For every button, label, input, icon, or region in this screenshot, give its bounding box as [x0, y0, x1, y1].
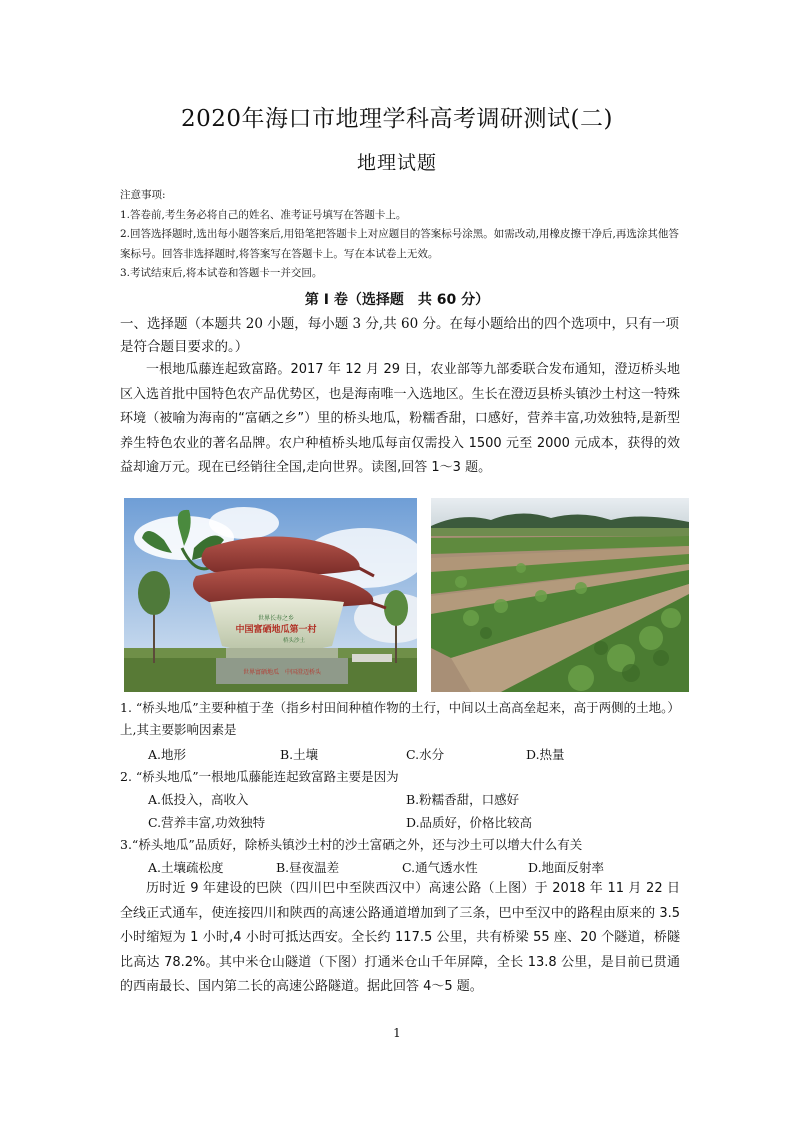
page-title: 2020年海口市地理学科高考调研测试(二): [181, 106, 613, 132]
option-c: C.水分: [406, 747, 445, 762]
note-item: 3.考试结束后,将本试卷和答题卡一并交回。: [120, 267, 323, 279]
option-a: A.地形: [148, 747, 187, 762]
section-intro: 一、选择题（本题共 20 小题，每小题 3 分,共 60 分。在每小题给出的四个选项中，只有一项是符合题目要求的。）: [120, 316, 679, 355]
field-photo: [431, 498, 689, 692]
passage-sweet-potato: 一根地瓜藤连起致富路。2017 年 12 月 29 日，农业部等九部委联合发布通知，澄迈桥头地区入选首批中国特色农产品优势区，也是海南唯一入选地区。生长在澄迈县桥头镇沙土村这一特殊环境（被喻为海南的“富硒之乡”）里的桥头地瓜，粉糯香甜，口感好，营养丰富,功效独特,是新型养生特色农业的著名品牌。农户种植桥头地瓜每亩仅需投入 1500 元至 2000 元成本，获得的效益却逾万元。现在已经销往全国,走向世界。读图,回答 1～3 题。: [120, 362, 680, 475]
base-inscription: 世界富硒地瓜 中国澄迈桥头: [242, 669, 322, 676]
option-c: C.营养丰富,功效独特: [148, 815, 266, 830]
sculpture-photo-graphic: [124, 498, 417, 692]
option-d: D.热量: [526, 747, 565, 762]
question-3-options: [148, 857, 680, 879]
option-b: B.昼夜温差: [276, 860, 340, 875]
option-b: B.粉糯香甜，口感好: [406, 792, 520, 807]
question-2-options-row2: [148, 812, 680, 834]
sign-line3: 桥头沙土: [282, 638, 306, 644]
sign-line1: 世界长寿之乡: [257, 615, 295, 622]
page-number: 1: [393, 1026, 401, 1040]
option-a: A.低投入，高收入: [148, 792, 249, 807]
option-d: D.品质好，价格比较高: [406, 815, 533, 830]
note-item: 2.回答选择题时,选出每小题答案后,用铅笔把答题卡上对应题目的答案标号涂黑。如需改动,用橡皮擦干净后,再选涂其他答案标号。回答非选择题时,将答案写在答题卡上。写在本试卷上无效。: [120, 228, 679, 260]
section-heading: 第 I 卷（选择题 共 60 分）: [304, 292, 490, 308]
question-2-options-row1: [148, 789, 680, 811]
notes-heading: 注意事项:: [120, 189, 166, 201]
option-a: A.土壤疏松度: [148, 860, 224, 875]
question-3: 3.“桥头地瓜”品质好，除桥头镇沙土村的沙土富硒之外，还与沙土可以增大什么有关: [120, 837, 583, 852]
sign-line2: 中国富硒地瓜第一村: [235, 625, 317, 635]
sculpture-photo: [124, 498, 417, 692]
notes-block: [120, 186, 680, 284]
question-1-options: [148, 744, 680, 766]
note-item: 1.答卷前,考生务必将自己的姓名、准考证号填写在答题卡上。: [120, 208, 407, 221]
option-c: C.通气透水性: [402, 860, 478, 875]
passage-highway: 历时近 9 年建设的巴陕（四川巴中至陕西汉中）高速公路（上图）于 2018 年 11 月 22 日全线正式通车，使连接四川和陕西的高速公路通道增加到了三条，巴中至汉中的路程由原来的 3.5 小时缩短为 1 小时,4 小时可抵达西安。全长约 117.5 公里，共有桥梁 55 座、20 个隧道，桥隧比高达 78.2%。其中米仓山隧道（下图）打通米仓山千年屏障，全长 13.8 公里，是目前已贯通的西南最长、国内第二长的高速公路隧道。据此回答 4～5 题。: [120, 881, 680, 994]
option-d: D.地面反射率: [528, 860, 605, 875]
option-b: B.土壤: [280, 747, 319, 762]
page-subtitle: 地理试题: [356, 152, 437, 174]
question-2: 2. “桥头地瓜”一根地瓜藤能连起致富路主要是因为: [120, 769, 399, 784]
field-photo-graphic: [431, 498, 689, 692]
question-1: 1. “桥头地瓜”主要种植于垄（指乡村田间种植作物的土行，中间以土高高垒起来，高于两侧的土地。）上,其主要影响因素是: [120, 700, 680, 737]
